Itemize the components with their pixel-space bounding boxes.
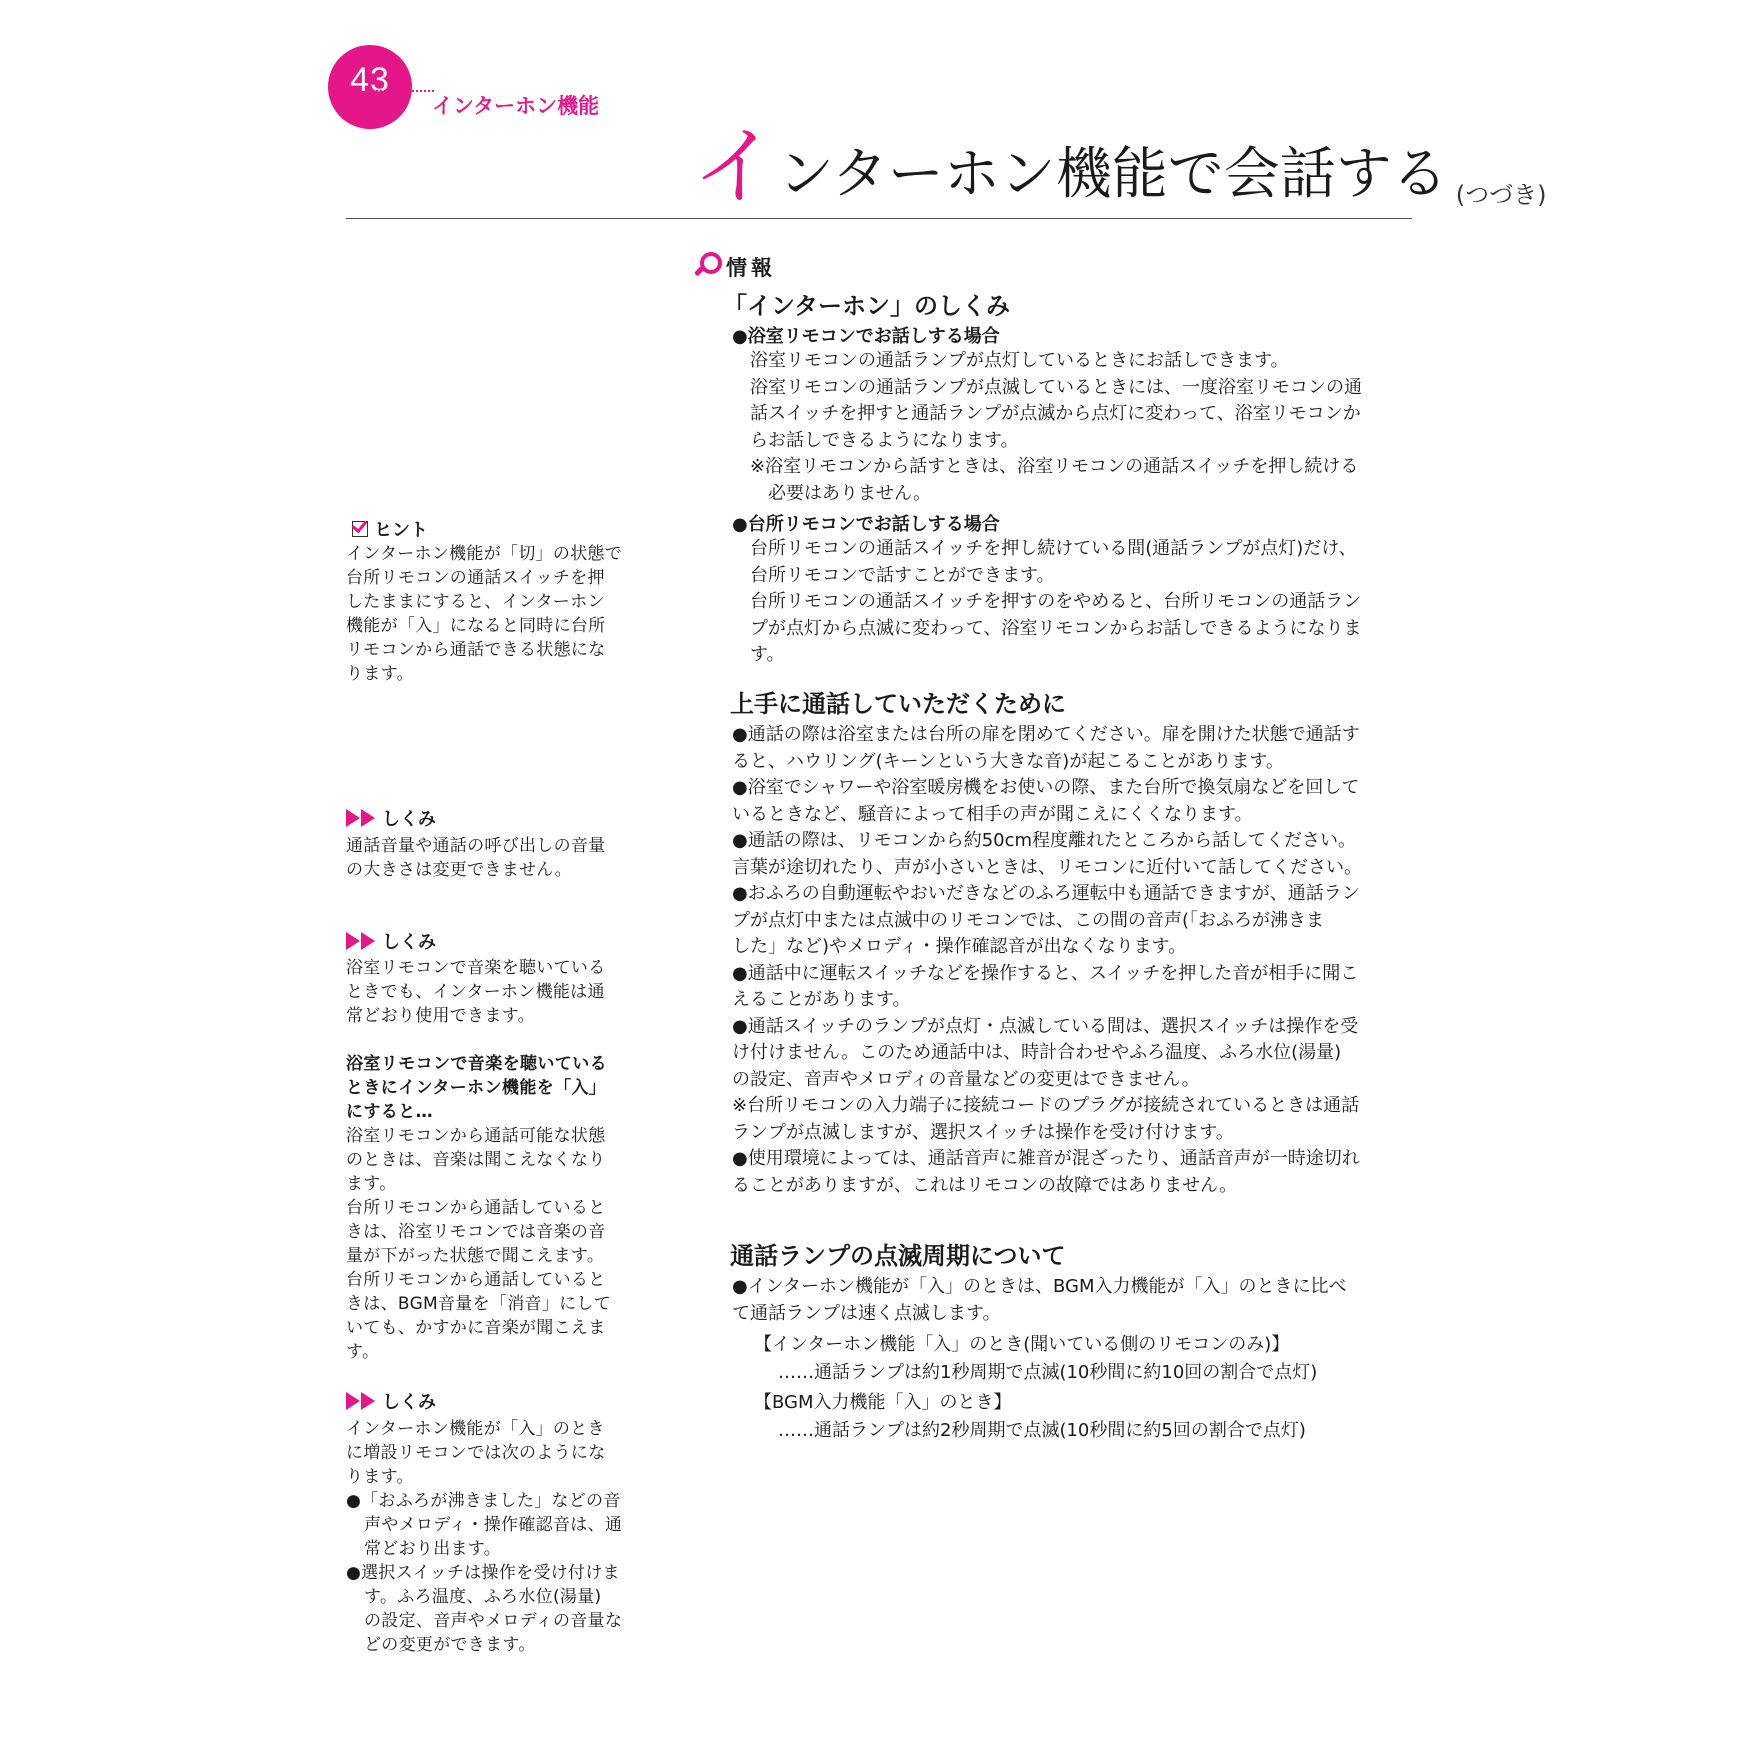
bath-text: 浴室リモコンの通話ランプが点灯しているときにお話しできます。 浴室リモコンの通話ランプが点滅しているときには、一度浴室リモコンの通 話スイッチを押すと通話ランプが点滅から点灯に変わって、浴室リモコンか らお話しできるようになります。 ※浴室リモコンから話すときは、浴室リモコンの通話スイッチを押し続ける 必要はありません。 bbox=[750, 350, 1362, 504]
kitchen-subheading: ●台所リモコンでお話しする場合 bbox=[732, 514, 1000, 535]
section2-text: ●通話の際は浴室または台所の扉を閉めてください。扉を開けた状態で通話す ると、ハウリング(キーンという大きな音)が起こることがあります。 ●浴室でシャワーや浴室暖房機をお使いの際、また台所で換気扇などを回して いるときなど、騒音によって相手の声が聞こえにくくなります。 ●通話の際は、リモコンから約50cm程度離れたところから話してください。 言葉が途切れたり、声が小さいときは、リモコンに近付いて話してください。 ●おふろの自動運転やおいだきなどのふろ運転中も通話できますが、通話ラン プが点灯中または点滅中のリモコンでは、この間の音声(「おふろが沸きま した」など)やメロディ・操作確認音が出なくなります。 ●通話中に運転スイッチなどを操作すると、スイッチを押した音が相手に聞こ えることがあります。 ●通話スイッチのランプが点灯・点滅している間は、選択スイッチは操作を受 け付けません。このため通話中は、時計合わせやふろ温度、ふろ水位(湯量) の設定、音声やメロディの音量などの変更はできません。 ※台所リモコンの入力端子に接続コードのプラグが接続されているときは通話 ランプが点滅しますが、選択スイッチは操作を受け付けます。 ●使用環境によっては、通話音声に雑音が混ざったり、通話音声が一時途切れ ることがありますが、これはリモコンの故障ではありません。 bbox=[732, 724, 1362, 1196]
shikumi-heading-1: しくみ bbox=[346, 805, 436, 831]
shikumi-heading-3: しくみ bbox=[346, 1388, 436, 1414]
title-suffix: (つづき) bbox=[1455, 181, 1547, 209]
double-arrow-icon bbox=[346, 932, 380, 950]
section3-text: ●インターホン機能が「入」のときは、BGM入力機能が「入」のときに比べ て通話ランプは速く点滅します。 bbox=[732, 1276, 1347, 1324]
case2-detail: ……通話ランプは約2秒周期で点滅(10秒間に約5回の割合で点灯) bbox=[778, 1420, 1306, 1441]
title-initial: イ bbox=[692, 117, 778, 217]
title-rule bbox=[346, 218, 1412, 219]
page-number-badge bbox=[328, 45, 412, 129]
magnifier-icon bbox=[696, 252, 722, 280]
checkbox-icon bbox=[352, 521, 368, 537]
shikumi-text-2: 浴室リモコンで音楽を聴いている ときでも、インターホン機能は通 常どおり使用できます。 bbox=[346, 958, 606, 1026]
hint-heading: ヒント bbox=[352, 516, 428, 542]
case1-detail: ……通話ランプは約1秒周期で点滅(10秒間に約10回の割合で点灯) bbox=[778, 1362, 1318, 1383]
shikumi-text-1: 通話音量や通話の呼び出しの音量 の大きさは変更できません。 bbox=[346, 836, 606, 880]
page-title bbox=[692, 117, 1547, 217]
info-heading: 情報 bbox=[696, 252, 776, 282]
shikumi-bullet-2: ●選択スイッチは操作を受け付けま す。ふろ温度、ふろ水位(湯量) の設定、音声やメロディの音量な どの変更ができます。 bbox=[346, 1563, 623, 1655]
shikumi-subheading-2: 浴室リモコンで音楽を聴いている ときにインターホン機能を「入」 にすると… bbox=[346, 1054, 607, 1122]
kitchen-text: 台所リモコンの通話スイッチを押し続けている間(通話ランプが点灯)だけ、 台所リモコンで話すことができます。 台所リモコンの通話スイッチを押すのをやめると、台所リモコンの通話ラン プが点灯から点滅に変わって、浴室リモコンからお話しできるようになりま す。 bbox=[750, 538, 1362, 665]
case2-label: 【BGM入力機能「入」のとき】 bbox=[754, 1392, 1012, 1413]
page-number: 43 bbox=[350, 61, 390, 99]
shikumi-text-3: インターホン機能が「入」のとき に増設リモコンでは次のようにな ります。 bbox=[346, 1419, 606, 1487]
double-arrow-icon bbox=[346, 809, 380, 827]
bath-subheading: ●浴室リモコンでお話しする場合 bbox=[732, 326, 1000, 347]
shikumi-heading-2: しくみ bbox=[346, 928, 436, 954]
section-leader-dots bbox=[368, 90, 434, 92]
section1-heading: 「インターホン」のしくみ bbox=[723, 292, 1011, 320]
shikumi-detail-2: 浴室リモコンから通話可能な状態 のときは、音楽は聞こえなくなり ます。 台所リモコンから通話していると きは、浴室リモコンでは音楽の音 量が下がった状態で聞こえます。 台所リモコンから通話していると きは、BGM音量を「消音」にして いても、かすかに音楽が聞こえま す。 bbox=[346, 1126, 612, 1362]
section-label: インターホン機能 bbox=[432, 94, 600, 118]
shikumi-bullet-1: ●「おふろが沸きました」などの音 声やメロディ・操作確認音は、通 常どおり出ます。 bbox=[346, 1491, 623, 1559]
section2-heading: 上手に通話していただくために bbox=[730, 690, 1066, 718]
case1-label: 【インターホン機能「入」のとき(聞いている側のリモコンのみ)】 bbox=[754, 1334, 1290, 1355]
title-main: ンターホン機能で会話する bbox=[778, 142, 1448, 207]
section3-heading: 通話ランプの点滅周期について bbox=[730, 1242, 1066, 1270]
hint-text: インターホン機能が「切」の状態で 台所リモコンの通話スイッチを押 したままにすると、インターホン 機能が「入」になると同時に台所 リモコンから通話できる状態にな ります。 bbox=[346, 544, 623, 684]
double-arrow-icon bbox=[346, 1392, 380, 1410]
